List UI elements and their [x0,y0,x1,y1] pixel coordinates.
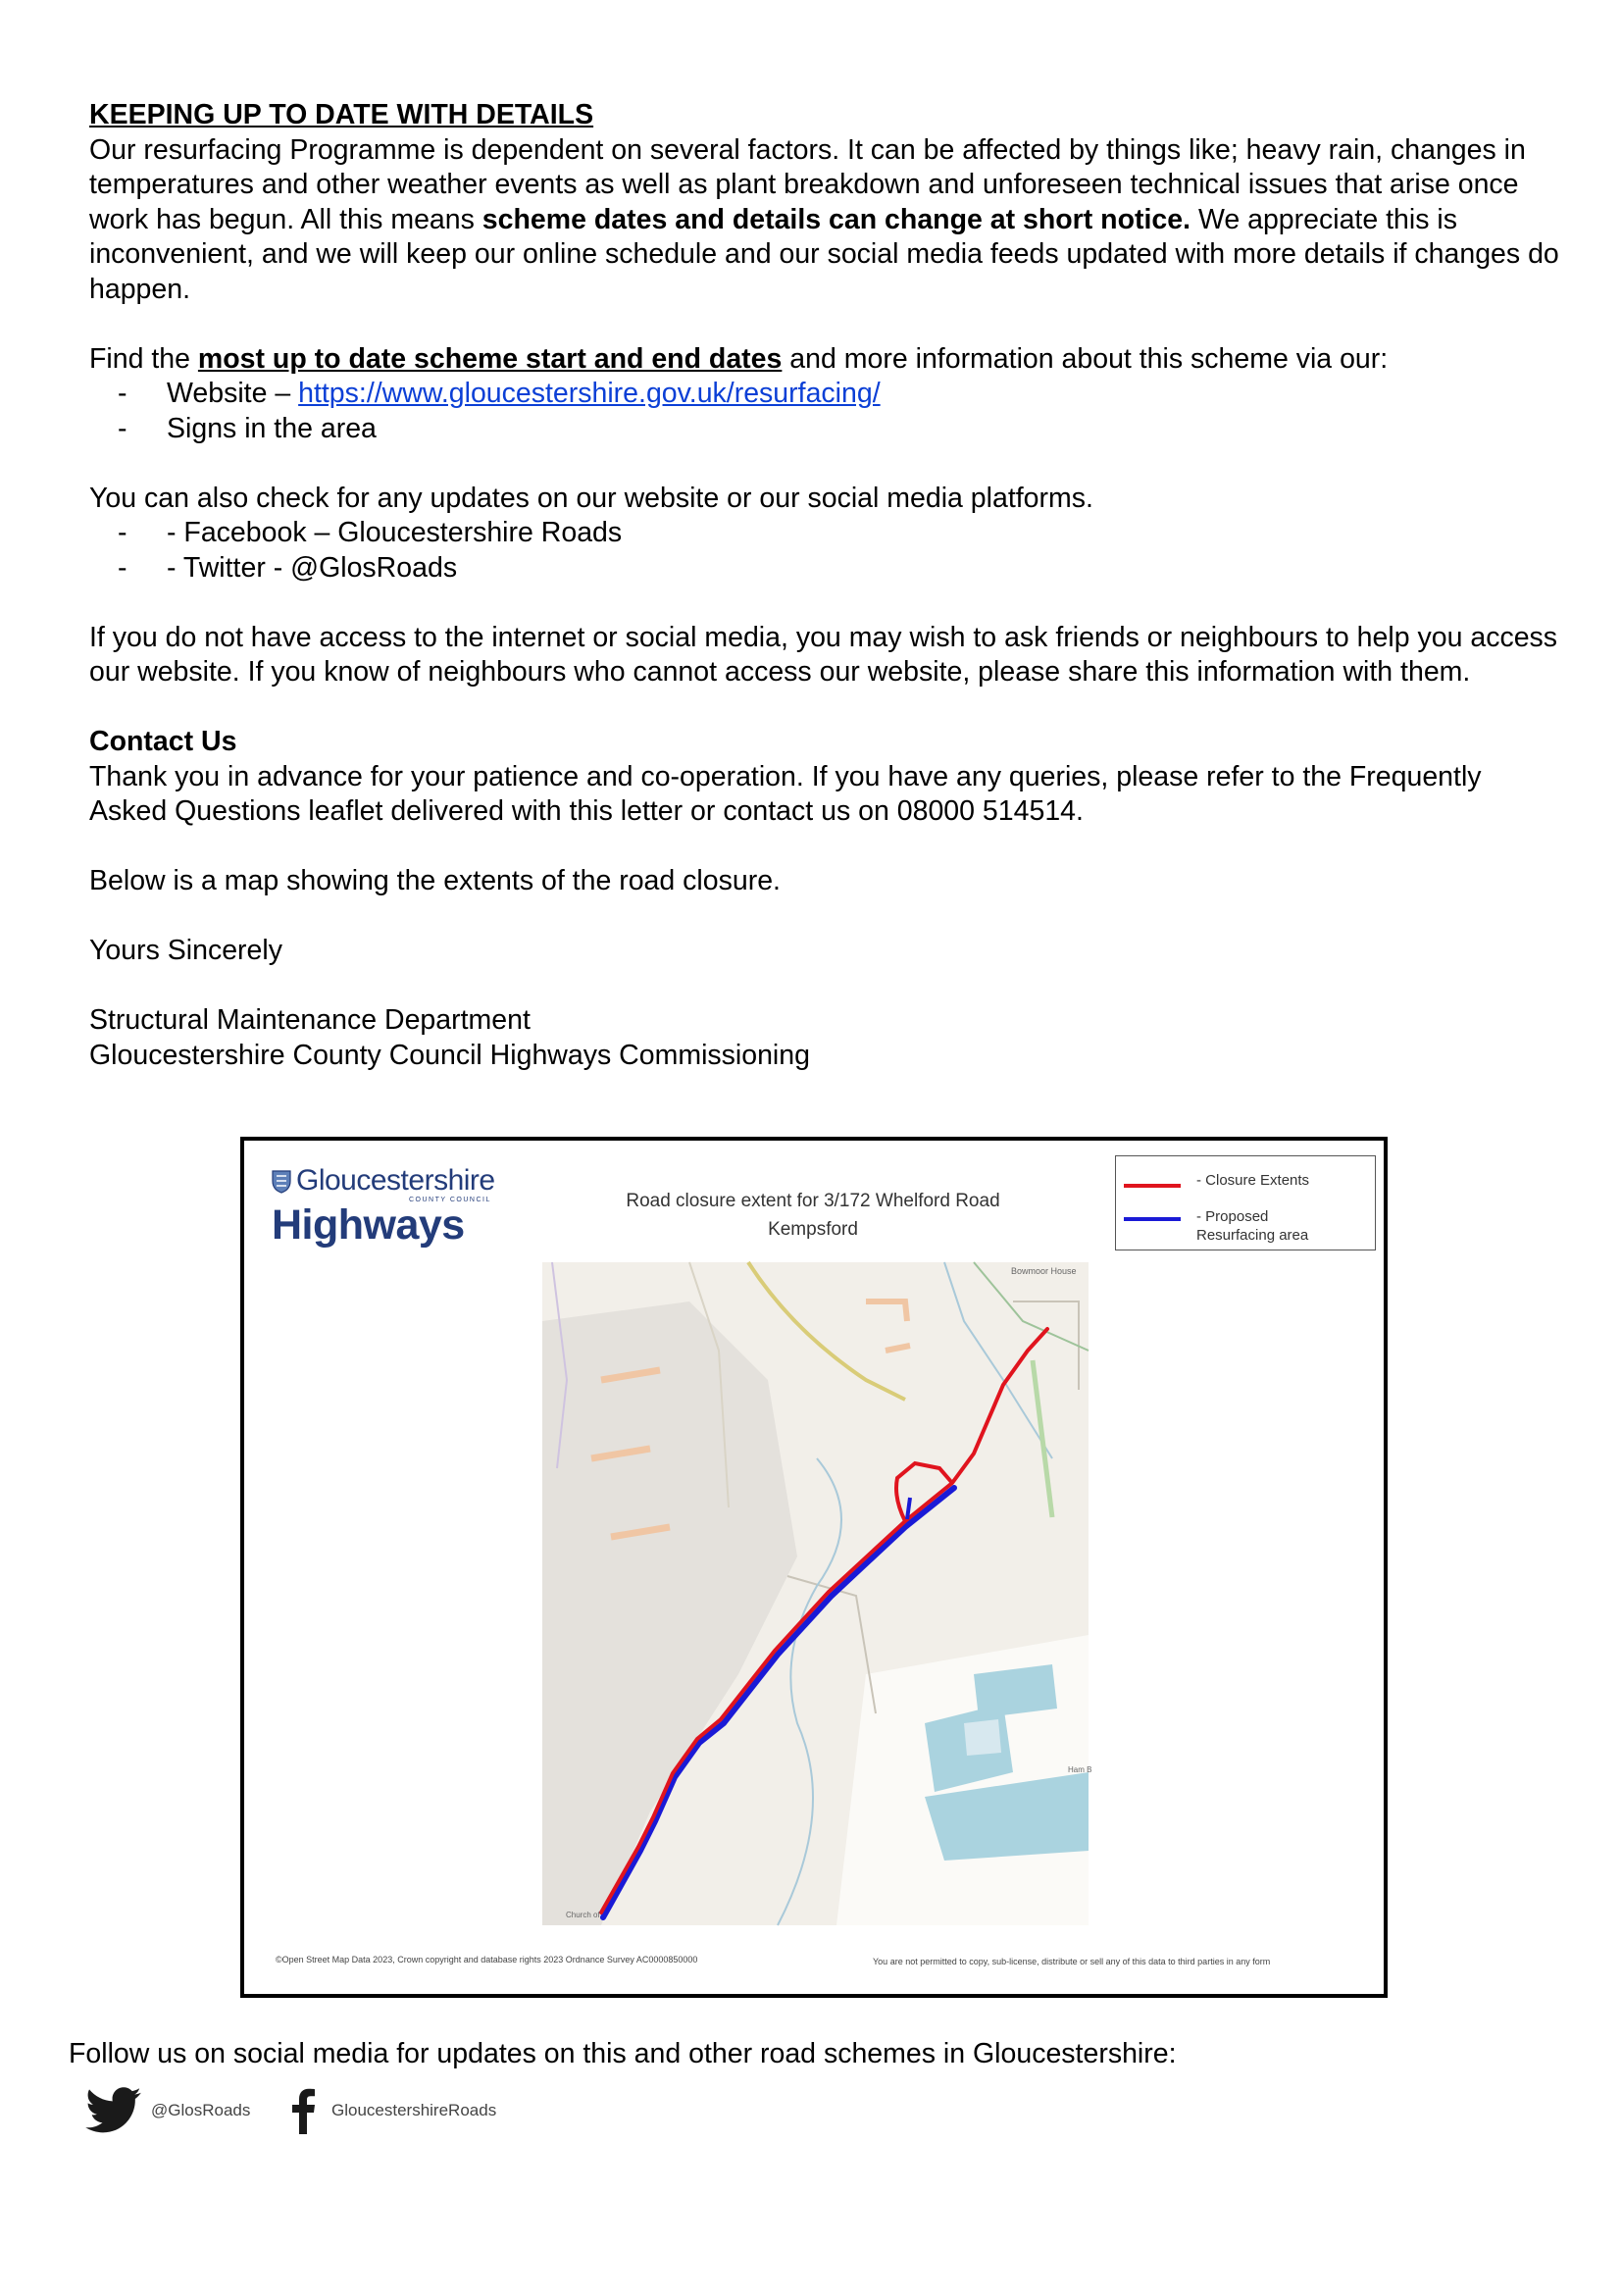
map-copyright: ©Open Street Map Data 2023, Crown copyright and database rights 2023 Ordnance Survey AC0000850000 [276,1955,698,1964]
paragraph-contact: Thank you in advance for your patience and co-operation. If you have any queries, please refer to the Frequently Asked Questions leaflet delivered with this letter or contact us on 08000 514514. [89,760,1482,827]
logo-highways: Highways [272,1201,465,1249]
facebook-handle: GloucestershireRoads [331,2101,497,2119]
map-lake-inner [964,1719,1001,1756]
twitter-handle: @GlosRoads [151,2101,251,2119]
find-text-emphasis: most up to date scheme start and end dates [197,342,783,375]
place-label-church: Church of [566,1911,600,1919]
logo-subtitle: COUNTY COUNCIL [409,1197,491,1203]
paragraph-factors [89,133,1560,308]
road-closure-map [240,1137,1388,1998]
list-item-twitter [89,551,1560,587]
legend-closure-label: - Closure Extents [1196,1172,1310,1189]
gloucestershire-logo [270,1164,495,1198]
bullet-dash: - [118,551,127,584]
council-name: Gloucestershire County Council Highways Commissioning [89,1039,810,1071]
paragraph-factors-emphasis: scheme dates and details can change at short notice. [481,203,1191,235]
follow-us-text: Follow us on social media for updates on this and other road schemes in Gloucestershire: [69,2038,1177,2069]
list-item-signs [89,412,1560,447]
paragraph-factors-text: Our resurfacing Programme is dependent on several factors. It can be affected by things like; heavy rain, changes in temperatures and other weather events as well as plant breakdown and unforeseen technical issues that arise once work has begun. All this means [89,133,1526,235]
find-text-start: Find the [89,342,198,375]
map-legend [1115,1155,1376,1250]
map-usage-notice: You are not permitted to copy, sub-license, distribute or sell any of this data to third parties in any form [873,1957,1271,1966]
list-item-facebook [89,516,1560,551]
letter-body [89,98,1560,1073]
paragraph-map-intro: Below is a map showing the extents of the road closure. [89,865,781,896]
signoff: Yours Sincerely [89,935,282,966]
facebook-text: - Facebook – Gloucestershire Roads [167,517,623,548]
place-label-ham: Ham B [1068,1765,1092,1774]
paragraph-access: If you do not have access to the internet or social media, you may wish to ask friends or neighbours to help you access our website. If you know of neighbours who cannot access our website, please share this information with them. [89,621,1558,688]
legend-resurfacing-label-1: - Proposed [1196,1208,1269,1225]
list-item-website [89,377,1560,412]
legend-closure-swatch [1124,1184,1181,1188]
twitter-text: - Twitter - @GlosRoads [167,551,458,584]
twitter-icon [84,2087,143,2134]
map-image [542,1262,1092,1925]
bullet-dash: - [118,378,127,409]
bullet-dash: - [118,517,127,548]
website-label: Website – [167,378,299,409]
section-heading-contact: Contact Us [89,726,237,757]
map-title [597,1187,1029,1244]
crest-icon [270,1168,293,1194]
map-title-line2: Kempsford [768,1219,858,1240]
find-text-end: and more information about this scheme via our: [782,342,1389,375]
facebook-icon [288,2087,318,2134]
place-label-bowmoor: Bowmoor House [1011,1266,1077,1276]
legend-resurfacing-swatch [1124,1217,1181,1221]
website-link[interactable]: https://www.gloucestershire.gov.uk/resurfacing/ [298,378,881,409]
facebook-link[interactable] [288,2087,496,2134]
map-title-line1: Road closure extent for 3/172 Whelford Road [626,1191,1000,1211]
logo-name: Gloucestershire [296,1164,495,1197]
legend-resurfacing-label [1196,1207,1308,1245]
paragraph-find [89,342,1560,378]
paragraph-factors-end: We appreciate this is inconvenient, and we will keep our online schedule and our social media feeds updated with more details if changes do happen. [89,203,1559,305]
section-heading-details: KEEPING UP TO DATE WITH DETAILS [89,99,594,130]
signs-text: Signs in the area [167,412,377,444]
legend-resurfacing-label-2: Resurfacing area [1196,1227,1309,1244]
bullet-dash: - [118,412,127,444]
twitter-link[interactable] [84,2087,250,2134]
department-name: Structural Maintenance Department [89,1004,531,1036]
paragraph-social-intro: You can also check for any updates on our website or our social media platforms. [89,482,1093,514]
